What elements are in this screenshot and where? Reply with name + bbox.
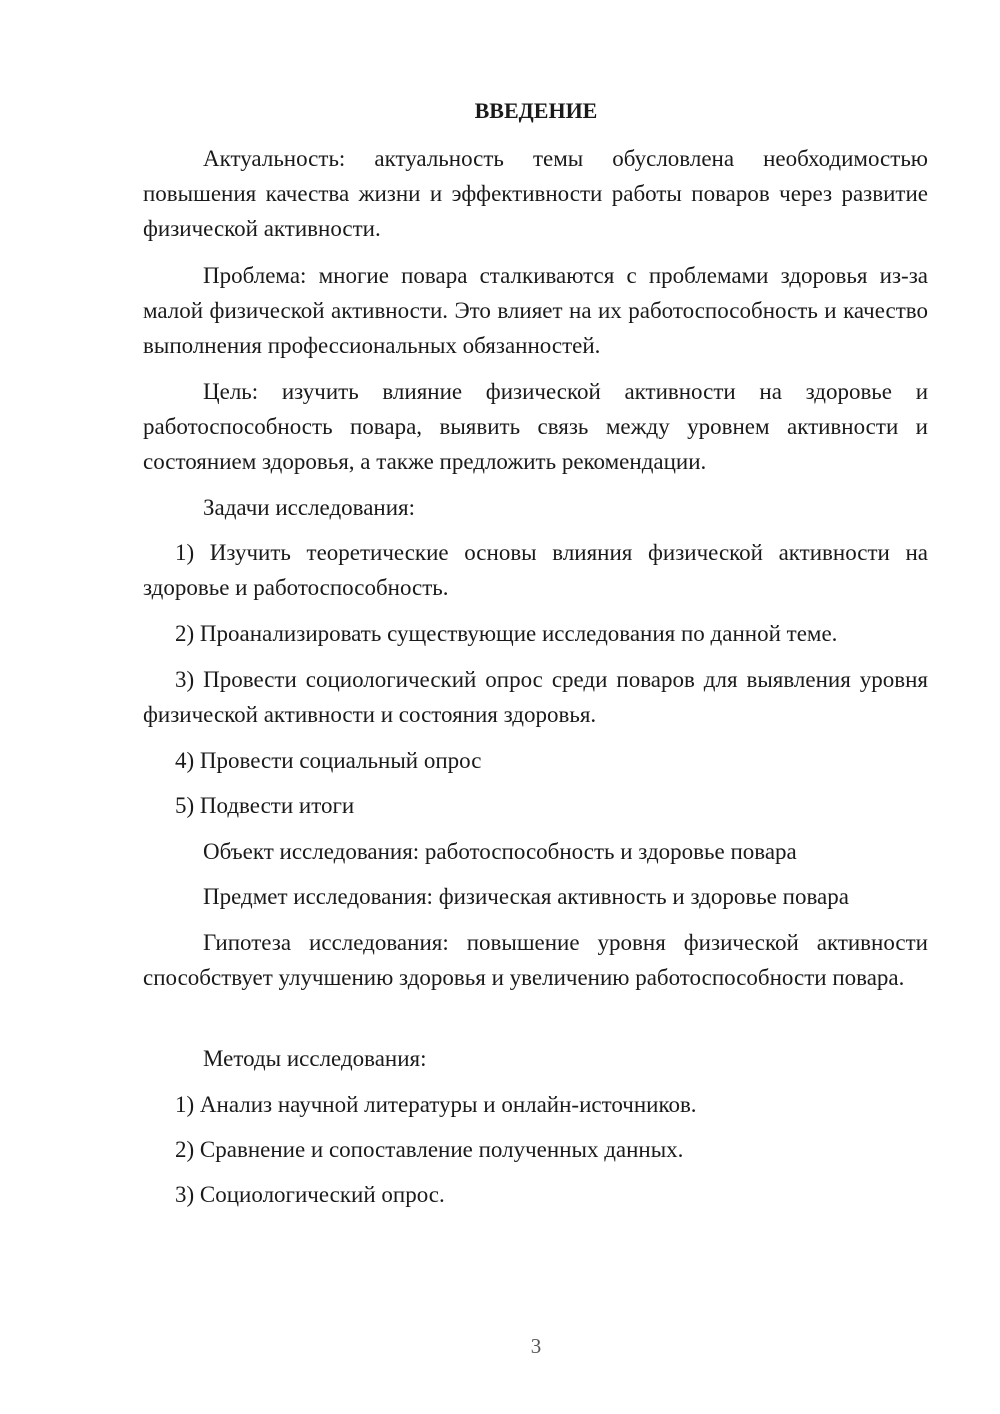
tasks-heading: Задачи исследования: [203,495,416,520]
paragraph-object: Объект исследования: работоспособность и здоровье повара [203,839,797,864]
method-item-3: 3) Социологический опрос. [175,1182,445,1207]
paragraph-relevance: Актуальность: актуальность темы обусловлена необходимостью повышения качества жизни и эффективности работы поваров через развитие физической активности. [143,146,928,241]
method-item-1: 1) Анализ научной литературы и онлайн-источников. [175,1092,697,1117]
methods-heading: Методы исследования: [203,1046,427,1071]
task-item-4: 4) Провести социальный опрос [175,748,482,773]
task-item-1: 1) Изучить теоретические основы влияния физической активности на здоровье и работоспособность. [143,540,928,600]
task-item-3: 3) Провести социологический опрос среди поваров для выявления уровня физической активности и состояния здоровья. [143,667,928,727]
method-item-2: 2) Сравнение и сопоставление полученных данных. [175,1137,684,1162]
paragraph-problem: Проблема: многие повара сталкиваются с проблемами здоровья из-за малой физической активности. Это влияет на их работоспособность и качество выполнения профессиональных обязанностей. [143,263,928,358]
task-item-5: 5) Подвести итоги [175,793,355,818]
paragraph-goal: Цель: изучить влияние физической активности на здоровье и работоспособность повара, выявить связь между уровнем активности и состоянием здоровья, а также предложить рекомендации. [143,379,928,474]
paragraph-subject: Предмет исследования: физическая активность и здоровье повара [203,884,849,909]
page-title: ВВЕДЕНИЕ [474,98,598,123]
page-number: 3 [530,1334,542,1358]
paragraph-hypothesis: Гипотеза исследования: повышение уровня физической активности способствует улучшению здоровья и увеличению работоспособности повара. [143,930,928,990]
task-item-2: 2) Проанализировать существующие исследования по данной теме. [175,621,838,646]
